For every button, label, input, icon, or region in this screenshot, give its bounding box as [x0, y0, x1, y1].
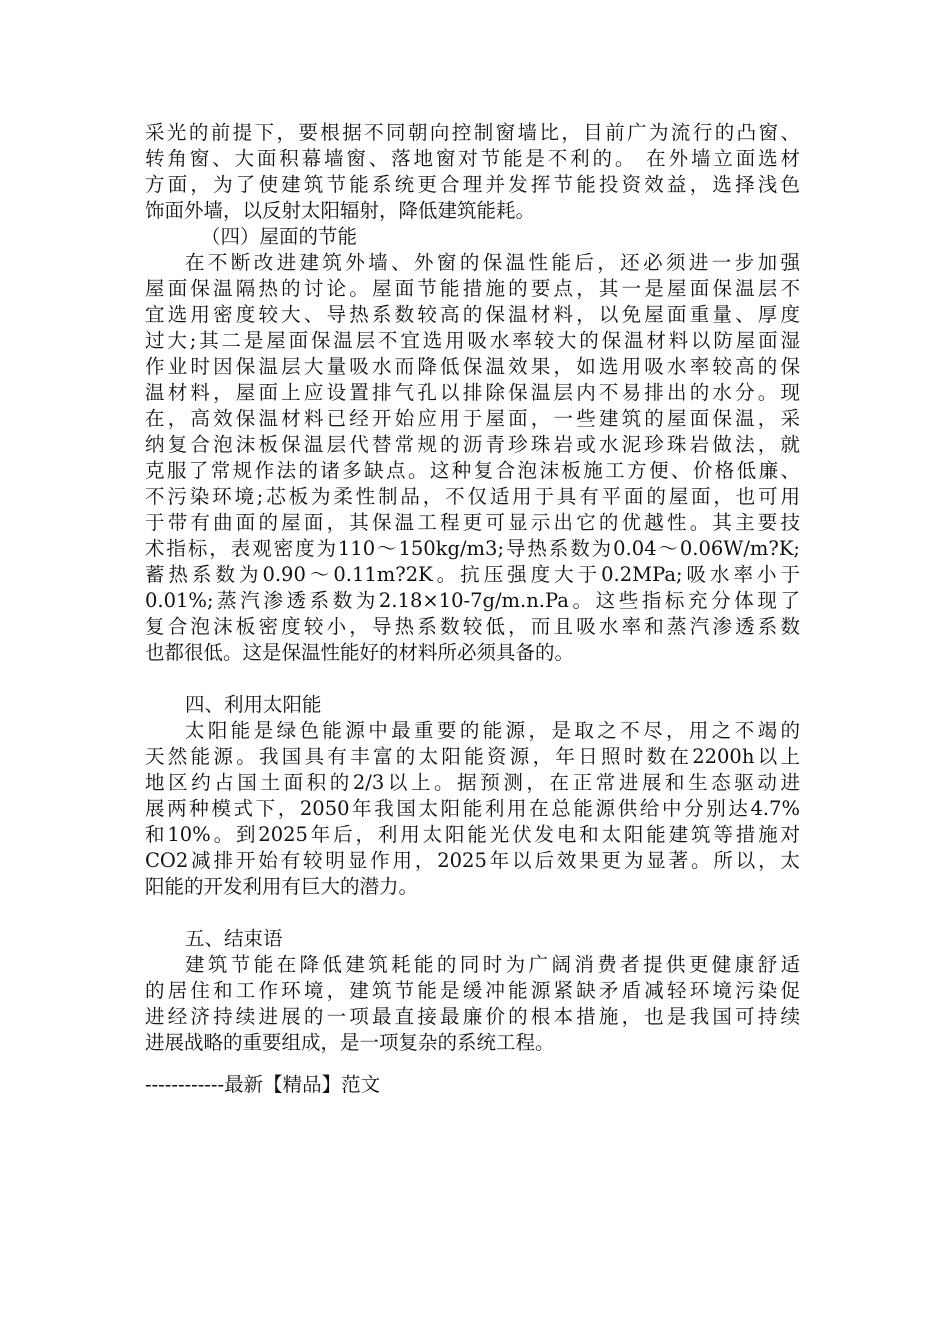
text-line: 饰面外墙，以反射太阳辐射，降低建筑能耗。: [145, 199, 536, 222]
text-line: 术指标，表观密度为110～150kg/m3;导热系数为0.04～0.06W/m?K;: [145, 537, 800, 560]
text-line: 0.01%;蒸汽渗透系数为2.18×10-7g/m.n.Pa。这些指标充分体现了: [145, 589, 800, 612]
text-line: 阳能的开发利用有巨大的潜力。: [145, 875, 419, 898]
text-line: 进展战略的重要组成，是一项复杂的系统工程。: [145, 1031, 555, 1054]
paragraph-window-wall: [145, 120, 800, 224]
paragraph-gap: [145, 900, 800, 926]
text-line: 进经济持续进展的一项最直接最廉价的根本措施，也是我国可持续: [145, 1005, 800, 1028]
text-line: 克服了常规作法的诸多缺点。这种复合泡沫板施工方便、价格低廉、: [145, 459, 800, 482]
text-line: 宜选用密度较大、导热系数较高的保温材料，以免屋面重量、厚度: [145, 303, 800, 326]
section-heading-conclusion: 五、结束语: [185, 927, 283, 950]
paragraph-conclusion: [145, 952, 800, 1056]
text-line: 蓄热系数为0.90～0.11m?2K。抗压强度大于0.2MPa;吸水率小于: [145, 563, 800, 586]
text-line: 展两种模式下，2050年我国太阳能利用在总能源供给中分别达4.7%: [145, 797, 800, 820]
text-line: 采光的前提下，要根据不同朝向控制窗墙比，目前广为流行的凸窗、: [145, 121, 800, 144]
document-body: [145, 120, 800, 1056]
text-line: 过大;其二是屋面保温层不宜选用吸水率较大的保温材料以防屋面湿: [145, 329, 800, 352]
text-line: 转角窗、大面积幕墙窗、落地窗对节能是不利的。 在外墙立面选材: [145, 147, 800, 170]
text-line: 不污染环境;芯板为柔性制品，不仅适用于具有平面的屋面，也可用: [145, 485, 800, 508]
text-line: 和10%。到2025年后，利用太阳能光伏发电和太阳能建筑等措施对: [145, 823, 800, 846]
paragraph-roof: [145, 250, 800, 666]
paragraph-gap: [145, 666, 800, 692]
text-line: 方面，为了使建筑节能系统更合理并发挥节能投资效益，选择浅色: [145, 173, 800, 196]
section-heading-roof: （四）屋面的节能: [201, 225, 358, 248]
text-line: 地区约占国土面积的2/3以上。据预测，在正常进展和生态驱动进: [145, 771, 800, 794]
text-line: 纳复合泡沫板保温层代替常规的沥青珍珠岩或水泥珍珠岩做法，就: [145, 433, 800, 456]
text-line: 温材料，屋面上应设置排气孔以排除保温层内不易排出的水分。现: [145, 381, 800, 404]
text-line: 在，高效保温材料已经开始应用于屋面，一些建筑的屋面保温，采: [145, 407, 800, 430]
text-line: 也都很低。这是保温性能好的材料所必须具备的。: [145, 641, 575, 664]
text-line: 的居住和工作环境，建筑节能是缓冲能源紧缺矛盾减轻环境污染促: [145, 979, 800, 1002]
text-line: 建筑节能在降低建筑耗能的同时为广阔消费者提供更健康舒适: [185, 953, 800, 976]
text-line: 作业时因保温层大量吸水而降低保温效果，如选用吸水率较高的保: [145, 355, 800, 378]
section-heading-solar: 四、利用太阳能: [185, 693, 322, 716]
text-line: 复合泡沫板密度较小，导热系数较低，而且吸水率和蒸汽渗透系数: [145, 615, 800, 638]
text-line: 于带有曲面的屋面，其保温工程更可显示出它的优越性。其主要技: [145, 511, 800, 534]
footer-label: ------------最新【精品】范文: [145, 1073, 381, 1096]
text-line: 屋面保温隔热的讨论。屋面节能措施的要点，其一是屋面保温层不: [145, 277, 800, 300]
paragraph-solar: [145, 718, 800, 900]
text-line: 天然能源。我国具有丰富的太阳能资源，年日照时数在2200h以上: [145, 745, 800, 768]
text-line: CO2减排开始有较明显作用，2025年以后效果更为显著。所以，太: [145, 849, 800, 872]
text-line: 太阳能是绿色能源中最重要的能源，是取之不尽，用之不竭的: [185, 719, 800, 742]
text-line: 在不断改进建筑外墙、外窗的保温性能后，还必须进一步加强: [185, 251, 800, 274]
